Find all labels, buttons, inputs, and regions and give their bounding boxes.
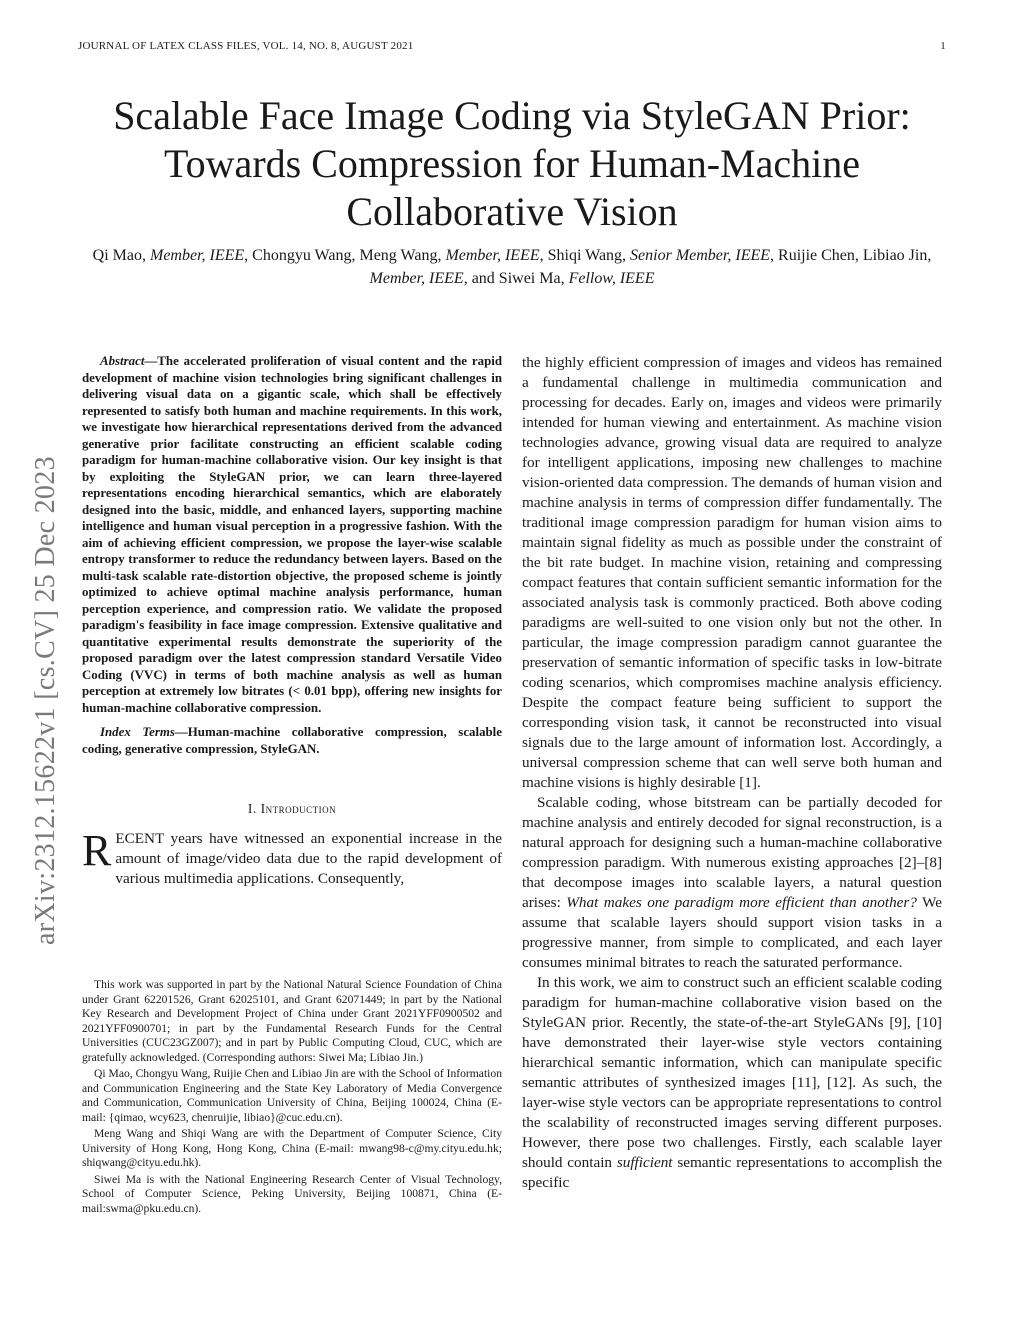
footnote-funding: This work was supported in part by the National Natural Science Foundation of China under Grant 62201526, Grant 62025101, and Grant 62071449; in part by the National Key Research and Development Project of China under Grant 2021YFF0900502 and 2021YFF0900701; in part by the Fundamental Research Funds for the Central Universities (CUC23GZ007); and in part by Public Computing Cloud, CUC, which are gratefully acknowledged. (Corresponding authors: Siwei Ma; Libiao Jin.) [82, 978, 502, 1064]
body-text: have demonstrated their layer-wise style vectors containing hierarchical semantic information, which can manipulate specific semantic attributes of synthesized images [522, 1034, 942, 1091]
citation-link[interactable]: [9], [10] [889, 1014, 942, 1031]
author-role: Member, IEEE [445, 247, 540, 264]
left-column [82, 353, 502, 889]
citation-link[interactable]: [11], [12] [791, 1074, 853, 1091]
index-terms-text: —Human-machine collaborative compression, scalable coding, generative compression, StyleGAN. [82, 725, 502, 756]
author-text: , Ruijie Chen, Libiao Jin, [770, 247, 932, 264]
author-text: , and Siwei Ma, [463, 270, 569, 287]
body-text: Scalable coding, whose bitstream can be partially decoded for machine analysis and entirely decoded for signal reconstruction, is a natural approach for designing such a human-machine collaborative compression paradigm. With numerous existing approaches [522, 794, 942, 871]
running-head [78, 40, 946, 52]
body-text: In this work, we aim to construct such an efficient scalable coding paradigm for human-machine collaborative vision based on the StyleGAN prior. Recently, the state-of-the-art StyleGANs [522, 974, 942, 1031]
body-text: that decompose images into scalable layers, a natural question arises: [522, 874, 942, 911]
footnote-affiliation: Meng Wang and Shiqi Wang are with the Department of Computer Science, City University of Hong Kong, Hong Kong, China (E-mail: mwang98-c@my.cityu.edu.hk; shiqwang@cityu.edu.hk). [82, 1127, 502, 1169]
arxiv-stamp: arXiv:2312.15622v1 [cs.CV] 25 Dec 2023 [30, 456, 61, 945]
abstract [82, 353, 502, 716]
paper-title: Scalable Face Image Coding via StyleGAN Prior: Towards Compression for Human-Machine Collaborative Vision [113, 93, 911, 234]
author-role: Senior Member, IEEE [630, 247, 771, 264]
right-column [522, 353, 942, 1193]
emphasis: sufficient [616, 1154, 673, 1171]
body-paragraph [522, 793, 942, 973]
citation-link[interactable]: [2]–[8] [898, 854, 942, 871]
author-text: Qi Mao, [92, 247, 150, 264]
index-terms-lead: Index Terms [100, 725, 175, 739]
author-list [78, 244, 946, 290]
journal-name: JOURNAL OF LATEX CLASS FILES, VOL. 14, NO. 8, AUGUST 2021 [78, 40, 414, 52]
body-paragraph [522, 353, 942, 793]
author-text: , Chongyu Wang, Meng Wang, [244, 247, 446, 264]
page-number: 1 [940, 40, 946, 52]
footnote-affiliation: Siwei Ma is with the National Engineering Research Center of Visual Technology, School of Computer Science, Peking University, Beijing 100871, China (E-mail:swma@pku.edu.cn). [82, 1172, 502, 1215]
author-role: Member, IEEE [149, 247, 245, 264]
intro-text: ECENT years have witnessed an exponential increase in the amount of image/video data due to the rapid development of various multimedia applications. Consequently, [115, 829, 502, 887]
author-role: Member, IEEE [369, 270, 464, 287]
citation-link[interactable]: [1]. [739, 774, 761, 791]
body-text: . As such, the layer-wise style vectors can be appropriate representations to control the scalability of reconstructed images serving different purposes. However, there pose two challenges. Firstly, each scalable layer should contain [522, 1074, 942, 1171]
abstract-lead: Abstract [100, 354, 145, 368]
index-terms [82, 724, 502, 757]
section-heading: I. Introduction [247, 801, 337, 816]
body-text: We assume that scalable layers should support vision tasks in a progressive manner, from simple to complicated, and each layer consumes minimal bitrates to reach the saturated performance. [522, 894, 942, 971]
footnote-affiliation: Qi Mao, Chongyu Wang, Ruijie Chen and Libiao Jin are with the School of Information and Communication Engineering and the State Key Laboratory of Media Convergence and Communication, Communication University of China, Beijing 100024, China (E-mail: {qimao, wcy623, chenruijie, libiao}@cuc.edu.cn). [82, 1067, 502, 1124]
body-paragraph [522, 973, 942, 1193]
body-text: semantic representations to accomplish the specific [522, 1154, 942, 1191]
intro-paragraph [82, 825, 502, 889]
body-text: the highly efficient compression of images and videos has remained a fundamental challenge in multimedia communication and processing for decades. Early on, images and videos were primarily intended for human viewing and entertainment. As machine vision technologies advance, growing visual data are required to analyze for intelligent applications, imposing new challenges to machine vision-oriented data compression. The demands of human vision and machine analysis in terms of compression differ fundamentally. The traditional image compression paradigm for human vision aims to maintain signal fidelity as much as possible under the constraint of the bit rate budget. In machine vision, retaining and compressing compact features that contain sufficient semantic information for the associated analysis task is commonly practiced. Both above coding paradigms are well-suited to one vision only but not the other. In particular, the image compression paradigm cannot guarantee the preservation of semantic information of specific tasks in low-bitrate coding scenarios, which compromises machine analysis efficiency. Despite the compact feature being sufficient to support the corresponding vision task, it cannot be reconstructed into visual signals due to the large amount of information lost. Accordingly, a universal compression scheme that can well serve both human and machine visions is highly desirable [522, 354, 942, 791]
research-question: What makes one paradigm more efficient than another? [566, 894, 917, 911]
author-role: Fellow, IEEE [568, 270, 655, 287]
author-text: , Shiqi Wang, [539, 247, 631, 264]
footnotes [82, 978, 502, 1218]
abstract-text: —The accelerated proliferation of visual content and the rapid development of machine vision technologies bring significant challenges in delivering visual data on a gigantic scale, which shall be effectively represented to satisfy both human and machine requirements. In this work, we investigate how hierarchical representations derived from the advanced generative prior facilitate constructing an efficient scalable coding paradigm for human-machine collaborative vision. Our key insight is that by exploiting the StyleGAN prior, we can learn three-layered representations encoding hierarchical semantics, which are elaborately designed into the basic, middle, and enhanced layers, supporting machine intelligence and human visual perception in a progressive fashion. With the aim of achieving efficient compression, we propose the layer-wise scalable entropy transformer to reduce the redundancy between layers. Based on the multi-task scalable rate-distortion objective, the proposed scheme is jointly optimized to achieve optimal machine analysis performance, human perception experience, and compression ratio. We validate the proposed paradigm's feasibility in face image compression. Extensive qualitative and quantitative experimental results demonstrate the superiority of the proposed paradigm over the latest compression standard Versatile Video Coding (VVC) in terms of both machine analysis as well as human perception at extremely low bitrates (< 0.01 bpp), offering new insights for human-machine collaborative compression. [82, 354, 502, 715]
drop-cap: R [82, 825, 112, 875]
